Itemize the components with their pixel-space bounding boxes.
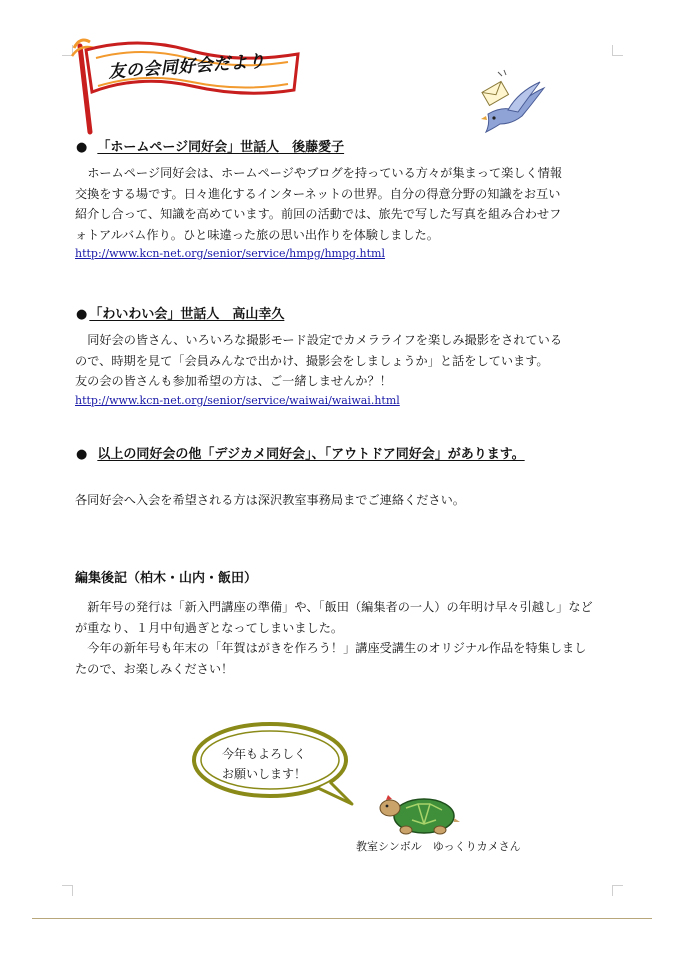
body-line: ホームページ同好会は、ホームページやブログを持っている方々が集まって楽しく情報 xyxy=(87,166,563,180)
body-line: が重なり、１月中旬過ぎとなってしまいました。 xyxy=(75,620,344,635)
editor-note-body xyxy=(75,597,615,679)
body-line: 交換をする場です。日々進化するインターネットの世界。自分の得意分野の知識をお互い xyxy=(75,186,561,201)
bullet-icon: ● xyxy=(76,447,88,462)
section-body-homepage xyxy=(75,163,615,263)
body-line: 紹介し合って、知識を高めています。前回の活動では、旅先で写した写真を組み合わせフ xyxy=(75,207,562,221)
homepage-club-link[interactable]: http://www.kcn-net.org/senior/service/hmpg/hmpg.html xyxy=(75,247,386,260)
speech-bubble-text xyxy=(222,744,306,784)
section-body-waiwai xyxy=(75,330,615,410)
body-line: 今年の新年号も年末の「年賀はがきを作ろう！」講座受講生のオリジナル作品を特集しまし xyxy=(87,641,587,655)
section-heading-text: 「わいわい会」世話人 高山幸久 xyxy=(89,307,285,322)
editor-note-heading xyxy=(75,567,257,586)
editor-note-heading-text: 編集後記（柏木・山内・飯田） xyxy=(75,571,258,586)
footer-divider xyxy=(32,918,652,919)
contact-text: 各同好会へ入会を希望される方は深沢教室事務局までご連絡ください。 xyxy=(75,493,465,507)
bubble-line: お願いします！ xyxy=(222,767,307,781)
crop-mark-top-right xyxy=(612,45,623,56)
section-heading-waiwai xyxy=(76,303,284,322)
banner-title: 友の会同好会だより xyxy=(107,51,267,83)
bullet-icon: ● xyxy=(76,140,88,155)
waiwai-club-link[interactable]: http://www.kcn-net.org/senior/service/waiwai/waiwai.html xyxy=(75,393,400,407)
contact-note xyxy=(75,490,615,511)
body-line: 友の会の皆さんも参加希望の方は、ご一緒しませんか？！ xyxy=(75,374,392,388)
section-heading-other-clubs xyxy=(76,443,525,462)
section-heading-text: 「ホームページ同好会」世話人 後藤愛子 xyxy=(97,140,345,155)
bubble-line: 今年もよろしく xyxy=(222,747,307,761)
bird-letter-icon xyxy=(478,66,548,136)
body-line: 同好会の皆さん、いろいろな撮影モード設定でカメラライフを楽しみ撮影をされている xyxy=(87,333,563,347)
crop-mark-bottom-left xyxy=(62,885,73,896)
section-heading-text: 以上の同好会の他「デジカメ同好会」、「アウトドア同好会」があります。 xyxy=(97,447,525,462)
body-line: ォトアルバム作り。ひと味違った旅の思い出作りを体験しました。 xyxy=(75,227,439,242)
crop-mark-bottom-right xyxy=(612,885,623,896)
bullet-icon: ● xyxy=(76,307,88,322)
body-line: 新年号の発行は「新入門講座の準備」や、「飯田（編集者の一人）の年明け早々引越し」など xyxy=(87,600,593,614)
banner-flag-icon xyxy=(68,28,308,138)
section-heading-homepage xyxy=(76,136,344,155)
mascot-caption: 教室シンボル ゆっくりカメさん xyxy=(356,840,521,853)
turtle-mascot-icon xyxy=(374,786,460,838)
body-line: ので、時期を見て「会員みんなで出かけ、撮影会をしましょうか」と話をしています。 xyxy=(75,353,549,368)
body-line: たので、お楽しみください！ xyxy=(75,661,234,676)
